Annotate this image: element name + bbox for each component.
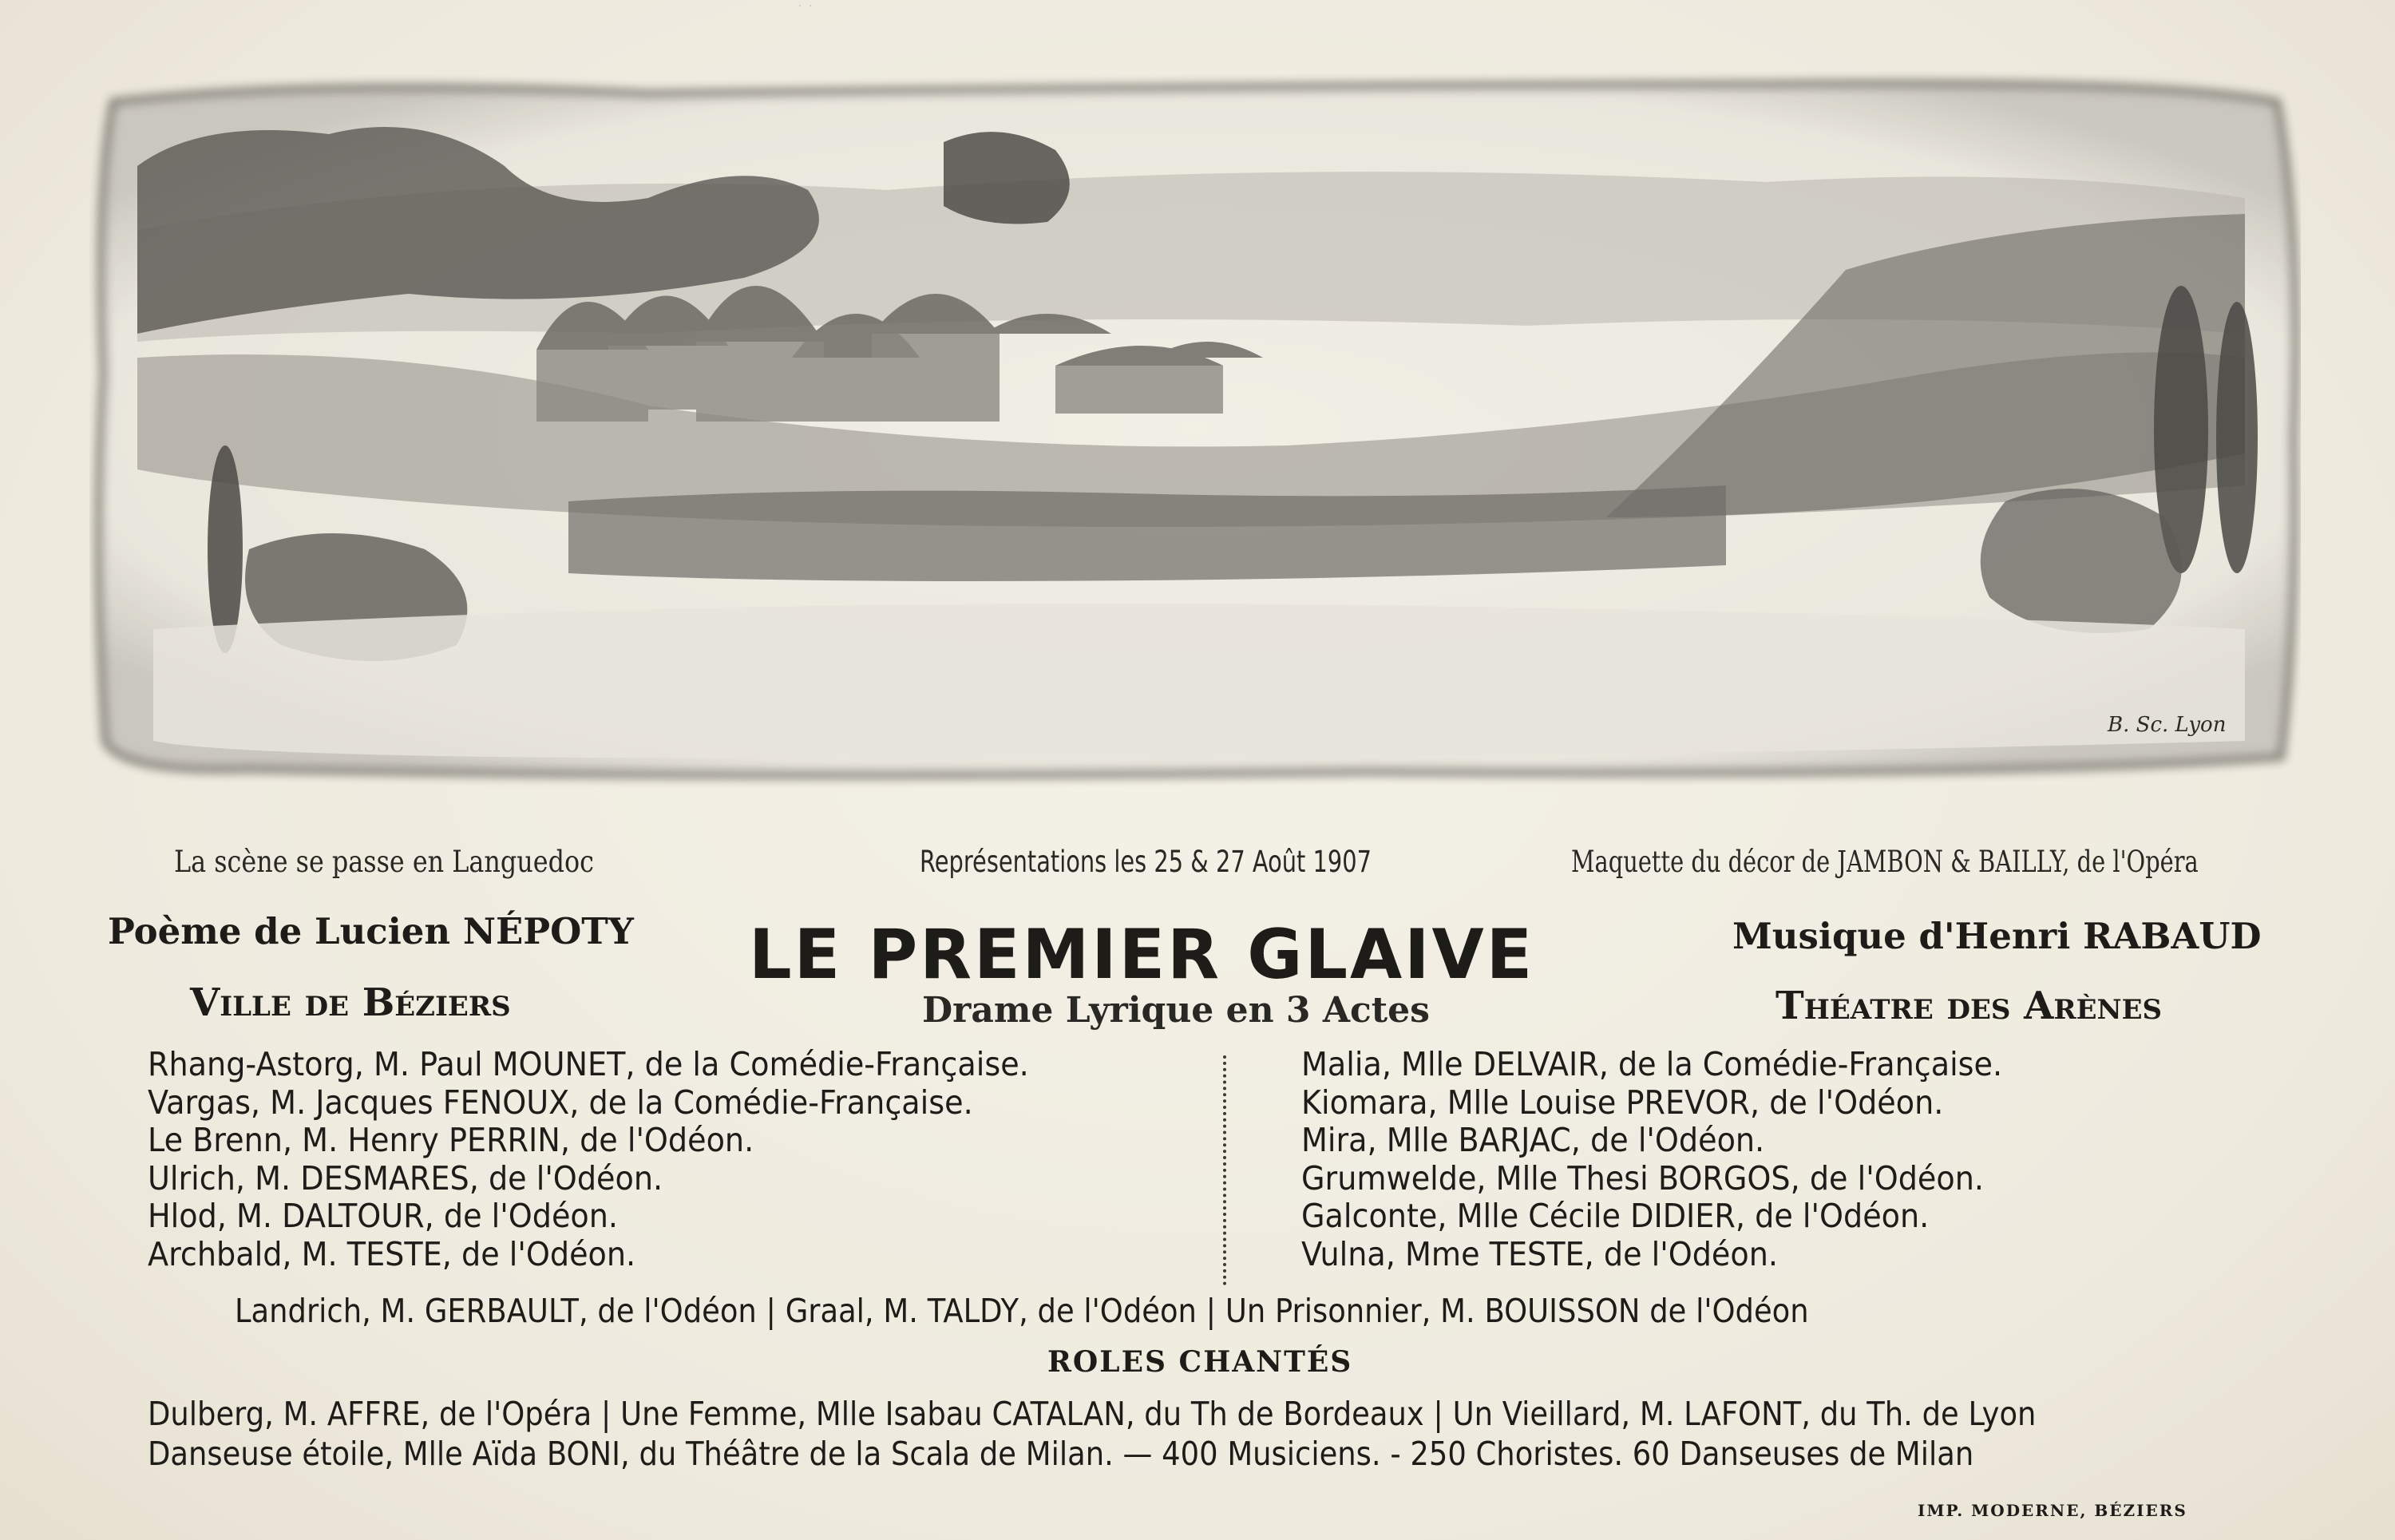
cast-entry: Ulrich, M. DESMARES, de l'Odéon. <box>148 1158 663 1198</box>
opera-subtitle: Drame Lyrique en 3 Actes <box>922 990 1430 1031</box>
roles-chantes-line: Dulberg, M. AFFRE, de l'Opéra | Une Femme, Mlle Isabau CATALAN, du Th de Bordeaux | Un Vieillard, M. LAFONT, du Th. de Lyon <box>148 1395 2037 1433</box>
cast-entry: Mira, Mlle BARJAC, de l'Odéon. <box>1301 1121 1765 1159</box>
cast-entry: Malia, Mlle DELVAIR, de la Comédie-Française. <box>1301 1045 2003 1083</box>
city-name: Ville de Béziers <box>190 980 511 1025</box>
set-design-credit: Maquette du décor de JAMBON & BAILLY, de l'Opéra <box>1571 845 2199 879</box>
engraver-signature: B. Sc. Lyon <box>2108 713 2227 737</box>
roles-chantes-line: Danseuse étoile, Mlle Aïda BONI, du Théâtre de la Scala de Milan. — 400 Musiciens. - 250 Choristes. 60 Danseuses de Milan <box>148 1435 1974 1473</box>
landscape-drawing <box>89 70 2301 789</box>
cast-entry: Vulna, Mme TESTE, de l'Odéon. <box>1301 1234 1779 1273</box>
performance-dates: Représentations les 25 & 27 Août 1907 <box>920 845 1372 879</box>
cast-entry: Kiomara, Mlle Louise PREVOR, de l'Odéon. <box>1301 1083 1944 1122</box>
dotted-divider <box>1223 1055 1226 1285</box>
poem-credit: Poème de Lucien NÉPOTY <box>108 910 634 952</box>
cast-entry: Hlod, M. DALTOUR, de l'Odéon. <box>148 1197 619 1235</box>
theatre-name: Théatre des Arènes <box>1775 984 2163 1028</box>
cast-entry: Grumwelde, Mlle Thesi BORGOS, de l'Odéon. <box>1301 1158 1984 1198</box>
cast-entry: Le Brenn, M. Henry PERRIN, de l'Odéon. <box>148 1121 754 1159</box>
scene-location-note: La scène se passe en Languedoc <box>174 845 594 879</box>
music-credit: Musique d'Henri RABAUD <box>1732 915 2262 957</box>
printer-imprint: IMP. MODERNE, BÉZIERS <box>1918 1501 2187 1520</box>
opera-title: LE PREMIER GLAIVE <box>749 915 1535 995</box>
cast-list-left <box>148 1046 1029 1273</box>
cast-entry: Rhang-Astorg, M. Paul MOUNET, de la Comédie-Française. <box>148 1045 1029 1083</box>
cast-entry: Archbald, M. TESTE, de l'Odéon. <box>148 1234 636 1273</box>
roles-chantes-heading: ROLES CHANTÉS <box>1047 1345 1353 1379</box>
stage-set-illustration <box>89 70 2301 789</box>
cast-entry: Vargas, M. Jacques FENOUX, de la Comédie-Française. <box>148 1083 973 1122</box>
cast-entry: Galconte, Mlle Cécile DIDIER, de l'Odéon. <box>1301 1197 1930 1235</box>
stamp-mark: · · <box>798 0 814 13</box>
cast-list-right <box>1301 1046 2002 1273</box>
cast-row-shared: Landrich, M. GERBAULT, de l'Odéon | Graal, M. TALDY, de l'Odéon | Un Prisonnier, M. BOUISSON de l'Odéon <box>235 1292 1809 1330</box>
